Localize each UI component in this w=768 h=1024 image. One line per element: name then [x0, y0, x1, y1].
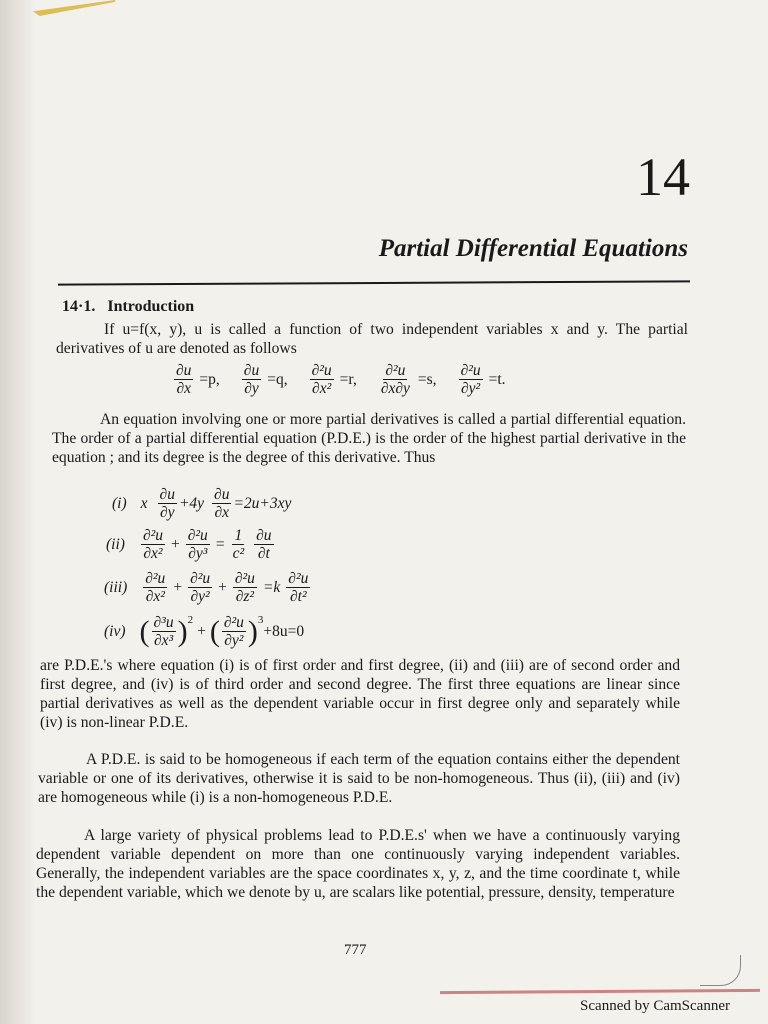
equation-i: (i) x $\frac{\partial u}{\partial y}$ +4y $\frac{\partial u}{\partial x}$ =2u+3xy: [112, 486, 292, 521]
paragraph-3-text: are P.D.E.'s where equation (i) is of first order and first degree, (ii) and (iii) are of second order and first degree, and (iv) is of third order and second degree. The first three equations are linear since partial derivatives as well as the dependent variable occur in first degree only and separately while (iv) is non-linear P.D.E.: [40, 657, 680, 731]
derivative-r: $\frac{\text{∂²u}}{\text{∂x²}}$: [311, 362, 332, 397]
paragraph-2: [52, 410, 686, 467]
paragraph-5-text: A large variety of physical problems lead to P.D.E.s' when we have a continuously varying dependent variable dependent on more than one continuously varying independent variables. Generally, the independent variables are the space coordinates x, y, z, and the time coordinate t, while the dependent variable, which we denote by u, are scalars like potential, pressure, density, temperature: [36, 827, 680, 901]
section-title: Introduction: [107, 298, 195, 315]
derivative-q: $\frac{\partial u}{\partial y}$: [243, 362, 260, 397]
red-edge-mark: [440, 989, 760, 994]
chapter-number: 14: [636, 147, 690, 207]
paragraph-1-text: If u=f(x, y), u is called a function of two independent variables x and y. The partial derivatives of u are denoted as follows: [56, 321, 688, 357]
derivative-s: $\frac{\text{∂²u}}{\partial x\partial y}$: [380, 362, 410, 397]
title-rule: [58, 280, 690, 285]
chapter-title: Partial Differential Equations: [378, 235, 688, 262]
derivative-t: $\frac{\text{∂²u}}{\text{∂y²}}$: [460, 362, 481, 397]
equation-iv: (iv) ( $\frac{\text{∂³u}}{\text{∂x³}}$ ) $^2$ + ( $\frac{\text{∂²u}}{\text{∂y²}}$ ) $^3$ +8u=0: [104, 614, 305, 649]
equation-ii: (ii) $\frac{\text{∂²u}}{\text{∂x²}}$ + $\frac{\text{∂²u}}{\text{∂y³}}$ = $\frac{1}{\text{c²}}$ $\frac{\partial u}{\partial t}$: [106, 527, 272, 562]
equation-iii: (iii) $\frac{\text{∂²u}}{\text{∂x²}}$ + $\frac{\text{∂²u}}{\text{∂y²}}$ + $\frac{\text{∂²u}}{\text{∂z²}}$ =k $\frac{\text{∂²u}}{\text{∂t²}}$: [104, 570, 309, 605]
paragraph-5: [36, 826, 680, 902]
derivative-notation-row: $\frac{\partial u}{\partial x}$ =p, $\frac{\partial u}{\partial y}$ =q, $\frac{\text{∂²u}}{\text{∂x²}}$ =r, $\frac{\text{∂²u}}{\partial x\partial y}$ =s, $\frac{\text{∂²u}}{\text{∂y²}}$ =t.: [176, 362, 506, 397]
paragraph-4-text: A P.D.E. is said to be homogeneous if each term of the equation contains either the dependent variable or one of its derivatives, otherwise it is said to be non-homogeneous. Thus (ii), (iii) and (iv) are homogeneous while (i) is a non-homogeneous P.D.E.: [38, 751, 680, 806]
section-heading: [62, 298, 206, 316]
corner-tape-mark: [33, 0, 115, 16]
section-number: 14·1.: [62, 298, 96, 315]
paragraph-2-text: An equation involving one or more partial derivatives is called a partial differential equation. The order of a partial differential equation (P.D.E.) is the order of the highest partial derivative in the equation ; and its degree is the degree of this derivative. Thus: [52, 411, 686, 466]
scanner-footer: Scanned by CamScanner: [580, 998, 730, 1014]
page-number: 777: [344, 942, 367, 958]
paragraph-4: [38, 750, 680, 807]
derivative-p: $\frac{\partial u}{\partial x}$: [176, 362, 192, 397]
paragraph-3: [40, 656, 680, 732]
paragraph-1: [56, 320, 688, 358]
page-curl-mark: [700, 955, 741, 986]
